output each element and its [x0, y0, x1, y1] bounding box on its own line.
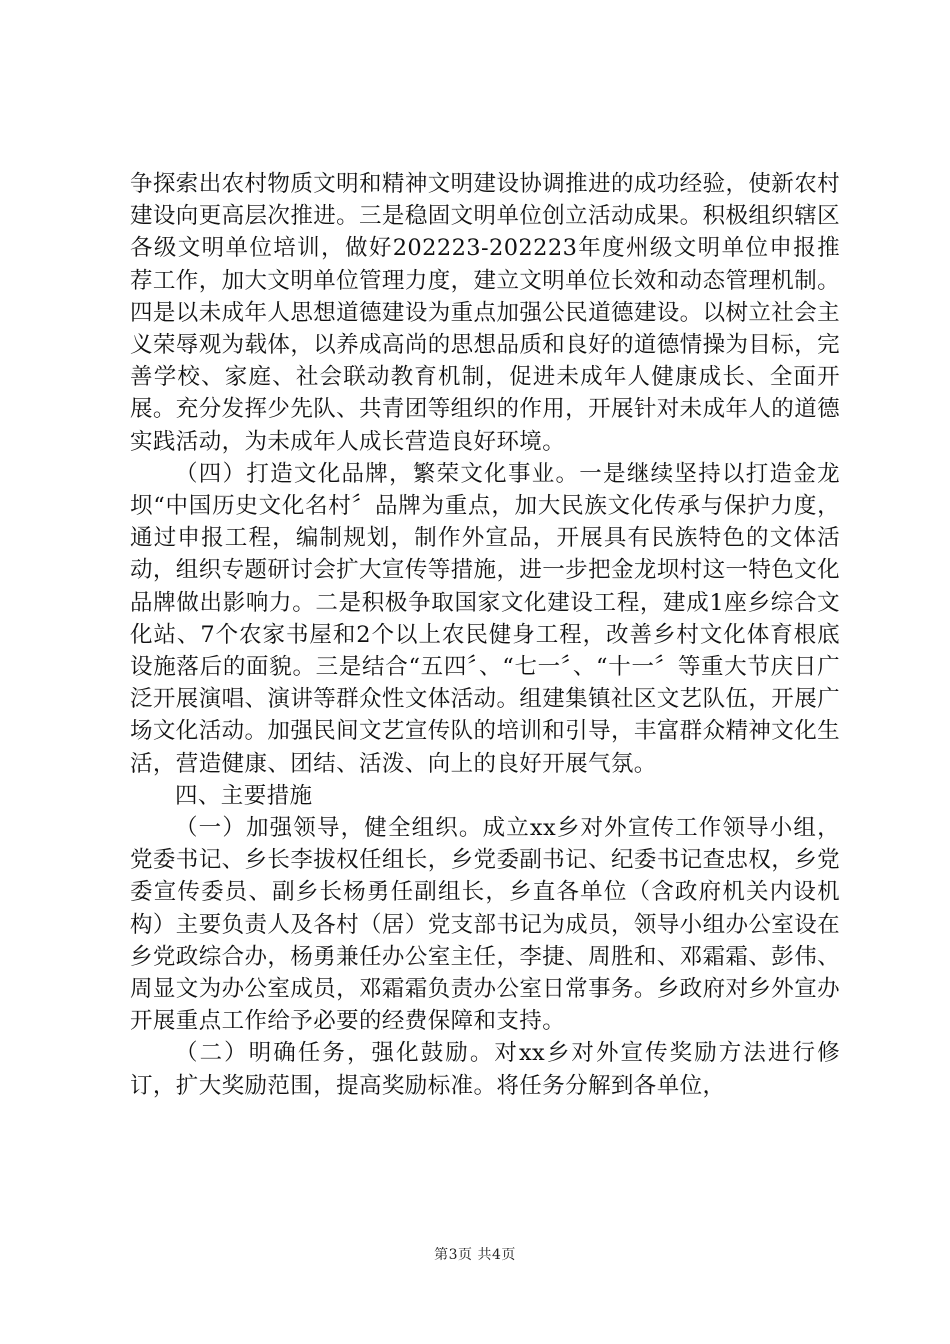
- paragraph-civilization-continued: 争探索出农村物质文明和精神文明建设协调推进的成功经验，使新农村建设向更高层次推进。三是稳固文明单位创立活动成果。积极组织辖区各级文明单位培训，做好202223-202223年度州级文明单位申报推荐工作，加大文明单位管理力度，建立文明单位长效和动态管理机制。四是以未成年人思想道德建设为重点加强公民道德建设。以树立社会主义荣辱观为载体，以养成高尚的思想品质和良好的道德情操为目标，完善学校、家庭、社会联动教育机制，促进未成年人健康成长、全面开展。充分发挥少先队、共青团等组织的作用，开展针对未成年人的道德实践活动，为未成年人成长营造良好环境。: [130, 171, 840, 455]
- document-body: [130, 168, 840, 1102]
- paragraph-tasks-incentives: （二）明确任务，强化鼓励。对xx乡对外宣传奖励方法进行修订，扩大奖励范围，提高奖励标准。将任务分解到各单位，: [130, 1040, 840, 1099]
- paragraph-leadership: （一）加强领导，健全组织。成立xx乡对外宣传工作领导小组，党委书记、乡长李拔权任组长，乡党委副书记、纪委书记查忠权，乡党委宣传委员、副乡长杨勇任副组长，乡直各单位（含政府机关内设机构）主要负责人及各村（居）党支部书记为成员，领导小组办公室设在乡党政综合办，杨勇兼任办公室主任，李捷、周胜和、邓霜霜、彭伟、周显文为办公室成员，邓霜霜负责办公室日常事务。乡政府对乡外宣办开展重点工作给予必要的经费保障和支持。: [130, 815, 840, 1035]
- section-heading-main-measures: 四、主要措施: [175, 782, 313, 809]
- page-number-footer: 第3页 共4页: [434, 1247, 516, 1263]
- paragraph-culture-brand: （四）打造文化品牌，繁荣文化事业。一是继续坚持以打造金龙坝“中国历史文化名村〞品牌为重点，加大民族文化传承与保护力度，通过申报工程，编制规划，制作外宣品，开展具有民族特色的文体活动，组织专题研讨会扩大宣传等措施，进一步把金龙坝村这一特色文化品牌做出影响力。二是积极争取国家文化建设工程，建成1座乡综合文化站、7个农家书屋和2个以上农民健身工程，改善乡村文化体育根底设施落后的面貌。三是结合“五四〞、“七一〞、“十一〞等重大节庆日广泛开展演唱、演讲等群众性文体活动。组建集镇社区文艺队伍，开展广场文化活动。加强民间文艺宣传队的培训和引导，丰富群众精神文化生活，营造健康、团结、活泼、向上的良好开展气氛。: [130, 460, 840, 777]
